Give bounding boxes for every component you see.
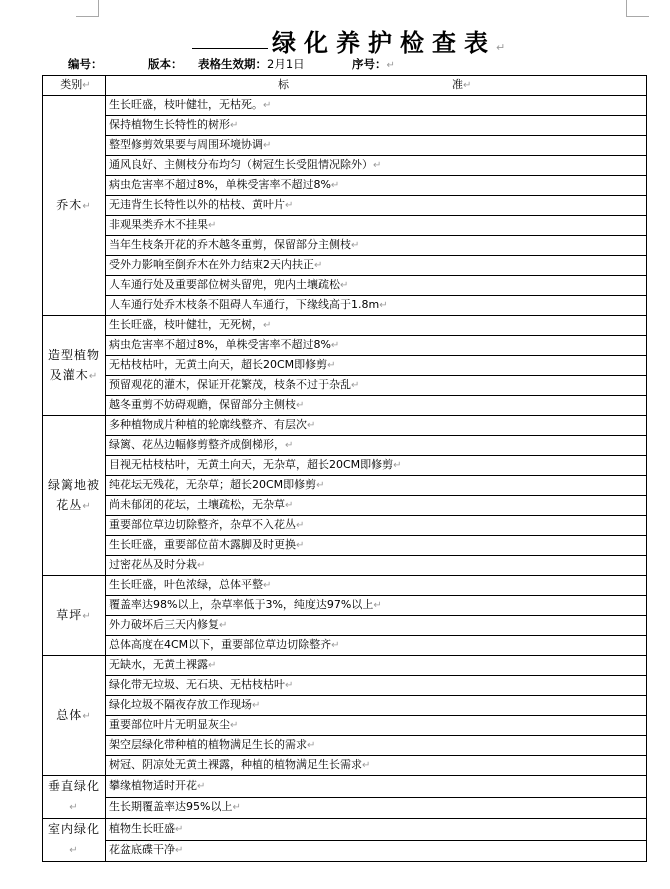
standard-cell: 绿篱、花丛边幅修剪整齐成倒梯形，↵ [106,436,647,456]
standard-cell: 生长旺盛，叶色浓绿，总体平整↵ [106,576,647,596]
category-cell: 乔木↵ [43,96,106,316]
meta-line [0,56,670,72]
standard-cell: 重要部位草边切除整齐，杂草不入花丛↵ [106,516,647,536]
table-row [43,96,647,116]
standard-cell: 病虫危害率不超过8%，单株受害率不超过8%↵ [106,176,647,196]
standard-cell: 整型修剪效果要与周围环境协调↵ [106,136,647,156]
standard-cell: 攀缘植物适时开花↵ [106,776,647,798]
category-cell: 绿篱地被花丛↵ [43,416,106,576]
table-row [43,496,647,516]
table-row [43,516,647,536]
table-row [43,216,647,236]
standard-cell: 保持植物生长特性的树形↵ [106,116,647,136]
title-blank-line [192,48,268,49]
table-row [43,840,647,862]
paragraph-mark-icon: ↵ [496,41,506,54]
table-row [43,336,647,356]
table-row [43,536,647,556]
table-row [43,456,647,476]
document-title: 绿化养护检查表↵ [272,29,506,57]
standard-cell: 多种植物成片种植的轮廓线整齐、有层次↵ [106,416,647,436]
header-standard: 标 准↵ [106,76,647,96]
table-row [43,116,647,136]
table-row [43,156,647,176]
title-area [0,17,670,57]
standard-cell: 生长旺盛，枝叶健壮，无死树，↵ [106,316,647,336]
standard-cell: 绿化带无垃圾、无石块、无枯枝枯叶↵ [106,676,647,696]
table-row [43,636,647,656]
table-row [43,416,647,436]
table-row [43,576,647,596]
table-row [43,556,647,576]
category-cell: 垂直绿化↵ [43,776,106,819]
effective-date: 表格生效期：2月1日 [198,57,305,71]
standard-cell: 越冬重剪不妨碍观瞻，保留部分主侧枝↵ [106,396,647,416]
table-row [43,136,647,156]
standard-cell: 无缺水，无黄土裸露↵ [106,656,647,676]
category-cell: 造型植物及灌木↵ [43,316,106,416]
standard-cell: 人车通行处乔木枝条不阻碍人车通行，下缘线高于1.8m↵ [106,296,647,316]
category-cell: 室内绿化↵ [43,819,106,862]
inspection-table [42,75,647,862]
standard-cell: 通风良好、主侧枝分布均匀（树冠生长受阻情况除外）↵ [106,156,647,176]
standard-cell: 尚未郁闭的花坛，土壤疏松，无杂草↵ [106,496,647,516]
standard-cell: 过密花丛及时分栽↵ [106,556,647,576]
standard-cell: 纯花坛无残花，无杂草；超长20CM即修剪↵ [106,476,647,496]
table-row [43,596,647,616]
table-row [43,776,647,798]
table-row [43,797,647,819]
table-row [43,476,647,496]
table-row [43,676,647,696]
header-category: 类别↵ [43,76,106,96]
table-row [43,819,647,841]
number-label: 编号： [68,57,103,71]
table-row [43,656,647,676]
standard-cell: 无违背生长特性以外的枯枝、黄叶片↵ [106,196,647,216]
standard-cell: 生长期覆盖率达95%以上↵ [106,797,647,819]
standard-cell: 目视无枯枝枯叶，无黄土向天，无杂草，超长20CM即修剪↵ [106,456,647,476]
standard-cell: 预留观花的灌木，保证开花繁茂，枝条不过于杂乱↵ [106,376,647,396]
standard-cell: 当年生枝条开花的乔木越冬重剪，保留部分主侧枝↵ [106,236,647,256]
standard-cell: 架空层绿化带种植的植物满足生长的需求↵ [106,736,647,756]
table-row [43,436,647,456]
standard-cell: 人车通行处及重要部位树头留兜，兜内土壤疏松↵ [106,276,647,296]
table-row [43,276,647,296]
standard-cell: 覆盖率达98%以上，杂草率低于3%，纯度达97%以上↵ [106,596,647,616]
standard-cell: 非观果类乔木不挂果↵ [106,216,647,236]
standard-cell: 生长旺盛，重要部位苗木露脚及时更换↵ [106,536,647,556]
standard-cell: 绿化垃圾不隔夜存放工作现场↵ [106,696,647,716]
table-row [43,736,647,756]
serial-label: 序号：↵ [352,57,395,71]
table-row [43,296,647,316]
table-row [43,756,647,776]
standard-cell: 重要部位叶片无明显灰尘↵ [106,716,647,736]
table-header-row [43,76,647,96]
standard-cell: 植物生长旺盛↵ [106,819,647,841]
table-row [43,196,647,216]
table-row [43,696,647,716]
table-row [43,256,647,276]
standard-cell: 病虫危害率不超过8%，单株受害率不超过8%↵ [106,336,647,356]
standard-cell: 无枯枝枯叶，无黄土向天，超长20CM即修剪↵ [106,356,647,376]
standard-cell: 总体高度在4CM以下，重要部位草边切除整齐↵ [106,636,647,656]
table-row [43,376,647,396]
category-cell: 总体↵ [43,656,106,776]
table-row [43,176,647,196]
standard-cell: 受外力影响至倒乔木在外力结束2天内扶正↵ [106,256,647,276]
standard-cell: 树冠、阴凉处无黄土裸露，种植的植物满足生长需求↵ [106,756,647,776]
table-row [43,616,647,636]
table-row [43,356,647,376]
table-row [43,316,647,336]
table-row [43,236,647,256]
version-label: 版本： [148,57,183,71]
standard-cell: 生长旺盛，枝叶健壮，无枯死。↵ [106,96,647,116]
table-row [43,396,647,416]
table-row [43,716,647,736]
page-corner-mark-right [626,0,649,17]
standard-cell: 外力破坏后三天内修复↵ [106,616,647,636]
standard-cell: 花盆底碟干净↵ [106,840,647,862]
page-corner-mark-left [76,0,99,17]
table-body [43,96,647,862]
category-cell: 草坪↵ [43,576,106,656]
